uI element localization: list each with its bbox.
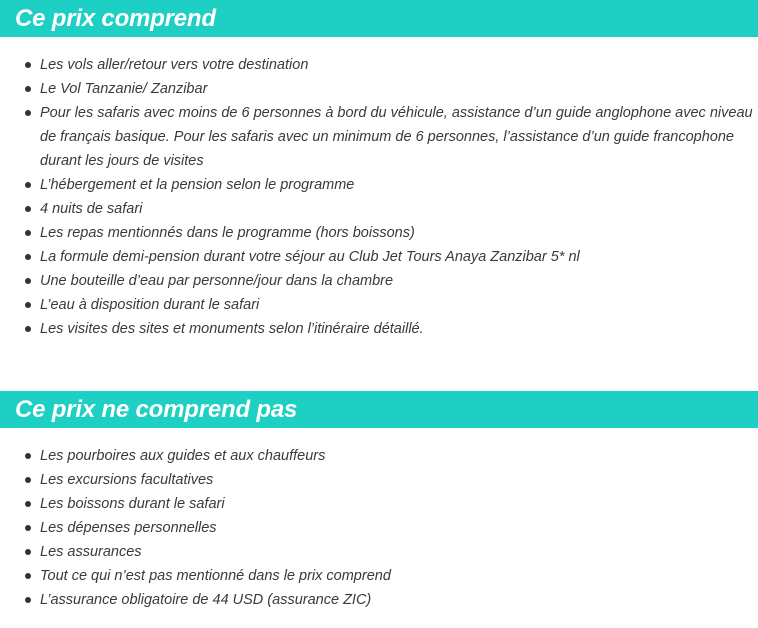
list-item-text: L’eau à disposition durant le safari [40, 297, 260, 313]
price-includes-banner [0, 0, 758, 37]
list-item-text: Le Vol Tanzanie/ Zanzibar [40, 81, 208, 97]
list-item [0, 173, 758, 197]
list-item-text: Tout ce qui n’est pas mentionné dans le prix comprend [40, 568, 391, 584]
list-item-text: La formule demi-pension durant votre séjour au Club Jet Tours Anaya Zanzibar 5* nl [40, 249, 580, 265]
bullet-icon [25, 549, 31, 555]
bullet-icon [25, 573, 31, 579]
bullet-icon [25, 278, 31, 284]
price-excludes-title: Ce prix ne comprend pas [15, 396, 298, 423]
bullet-icon [25, 326, 31, 332]
list-item-text: Les visites des sites et monuments selon l’itinéraire détaillé. [40, 321, 424, 337]
list-item-text: Les vols aller/retour vers votre destination [40, 57, 309, 73]
list-item-text: Les pourboires aux guides et aux chauffeurs [40, 448, 326, 464]
list-item [0, 245, 758, 269]
price-includes-list [0, 53, 758, 341]
list-item [0, 53, 758, 77]
list-item-text: Les assurances [40, 544, 142, 560]
bullet-icon [25, 206, 31, 212]
list-item [0, 564, 758, 588]
list-item [0, 516, 758, 540]
list-item [0, 269, 758, 293]
list-item [0, 588, 758, 612]
price-includes-title: Ce prix comprend [15, 5, 216, 32]
bullet-icon [25, 110, 31, 116]
bullet-icon [25, 230, 31, 236]
list-item [0, 540, 758, 564]
price-excludes-banner [0, 391, 758, 428]
list-item [0, 492, 758, 516]
list-item [0, 468, 758, 492]
list-item [0, 444, 758, 468]
list-item [0, 221, 758, 245]
list-item [0, 77, 758, 101]
list-item-text: Pour les safaris avec moins de 6 personnes à bord du véhicule, assistance d’un guide anglophone avec niveau de français basique. Pour les safaris avec un minimum de 6 personnes, l’assistance d’un guide francophone durant les jours de visites [40, 105, 753, 169]
list-item [0, 197, 758, 221]
bullet-icon [25, 525, 31, 531]
bullet-icon [25, 453, 31, 459]
price-excludes-section [0, 391, 758, 612]
bullet-icon [25, 597, 31, 603]
bullet-icon [25, 302, 31, 308]
list-item-text: 4 nuits de safari [40, 201, 143, 217]
list-item-text: Une bouteille d’eau par personne/jour dans la chambre [40, 273, 394, 289]
list-item [0, 101, 758, 173]
list-item-text: L’hébergement et la pension selon le programme [40, 177, 355, 193]
price-excludes-list [0, 444, 758, 612]
list-item [0, 317, 758, 341]
list-item-text: L’assurance obligatoire de 44 USD (assurance ZIC) [40, 592, 372, 608]
bullet-icon [25, 477, 31, 483]
bullet-icon [25, 86, 31, 92]
bullet-icon [25, 254, 31, 260]
bullet-icon [25, 62, 31, 68]
list-item [0, 293, 758, 317]
bullet-icon [25, 182, 31, 188]
list-item-text: Les excursions facultatives [40, 472, 214, 488]
list-item-text: Les dépenses personnelles [40, 520, 217, 536]
list-item-text: Les boissons durant le safari [40, 496, 225, 512]
list-item-text: Les repas mentionnés dans le programme (hors boissons) [40, 225, 415, 241]
bullet-icon [25, 501, 31, 507]
